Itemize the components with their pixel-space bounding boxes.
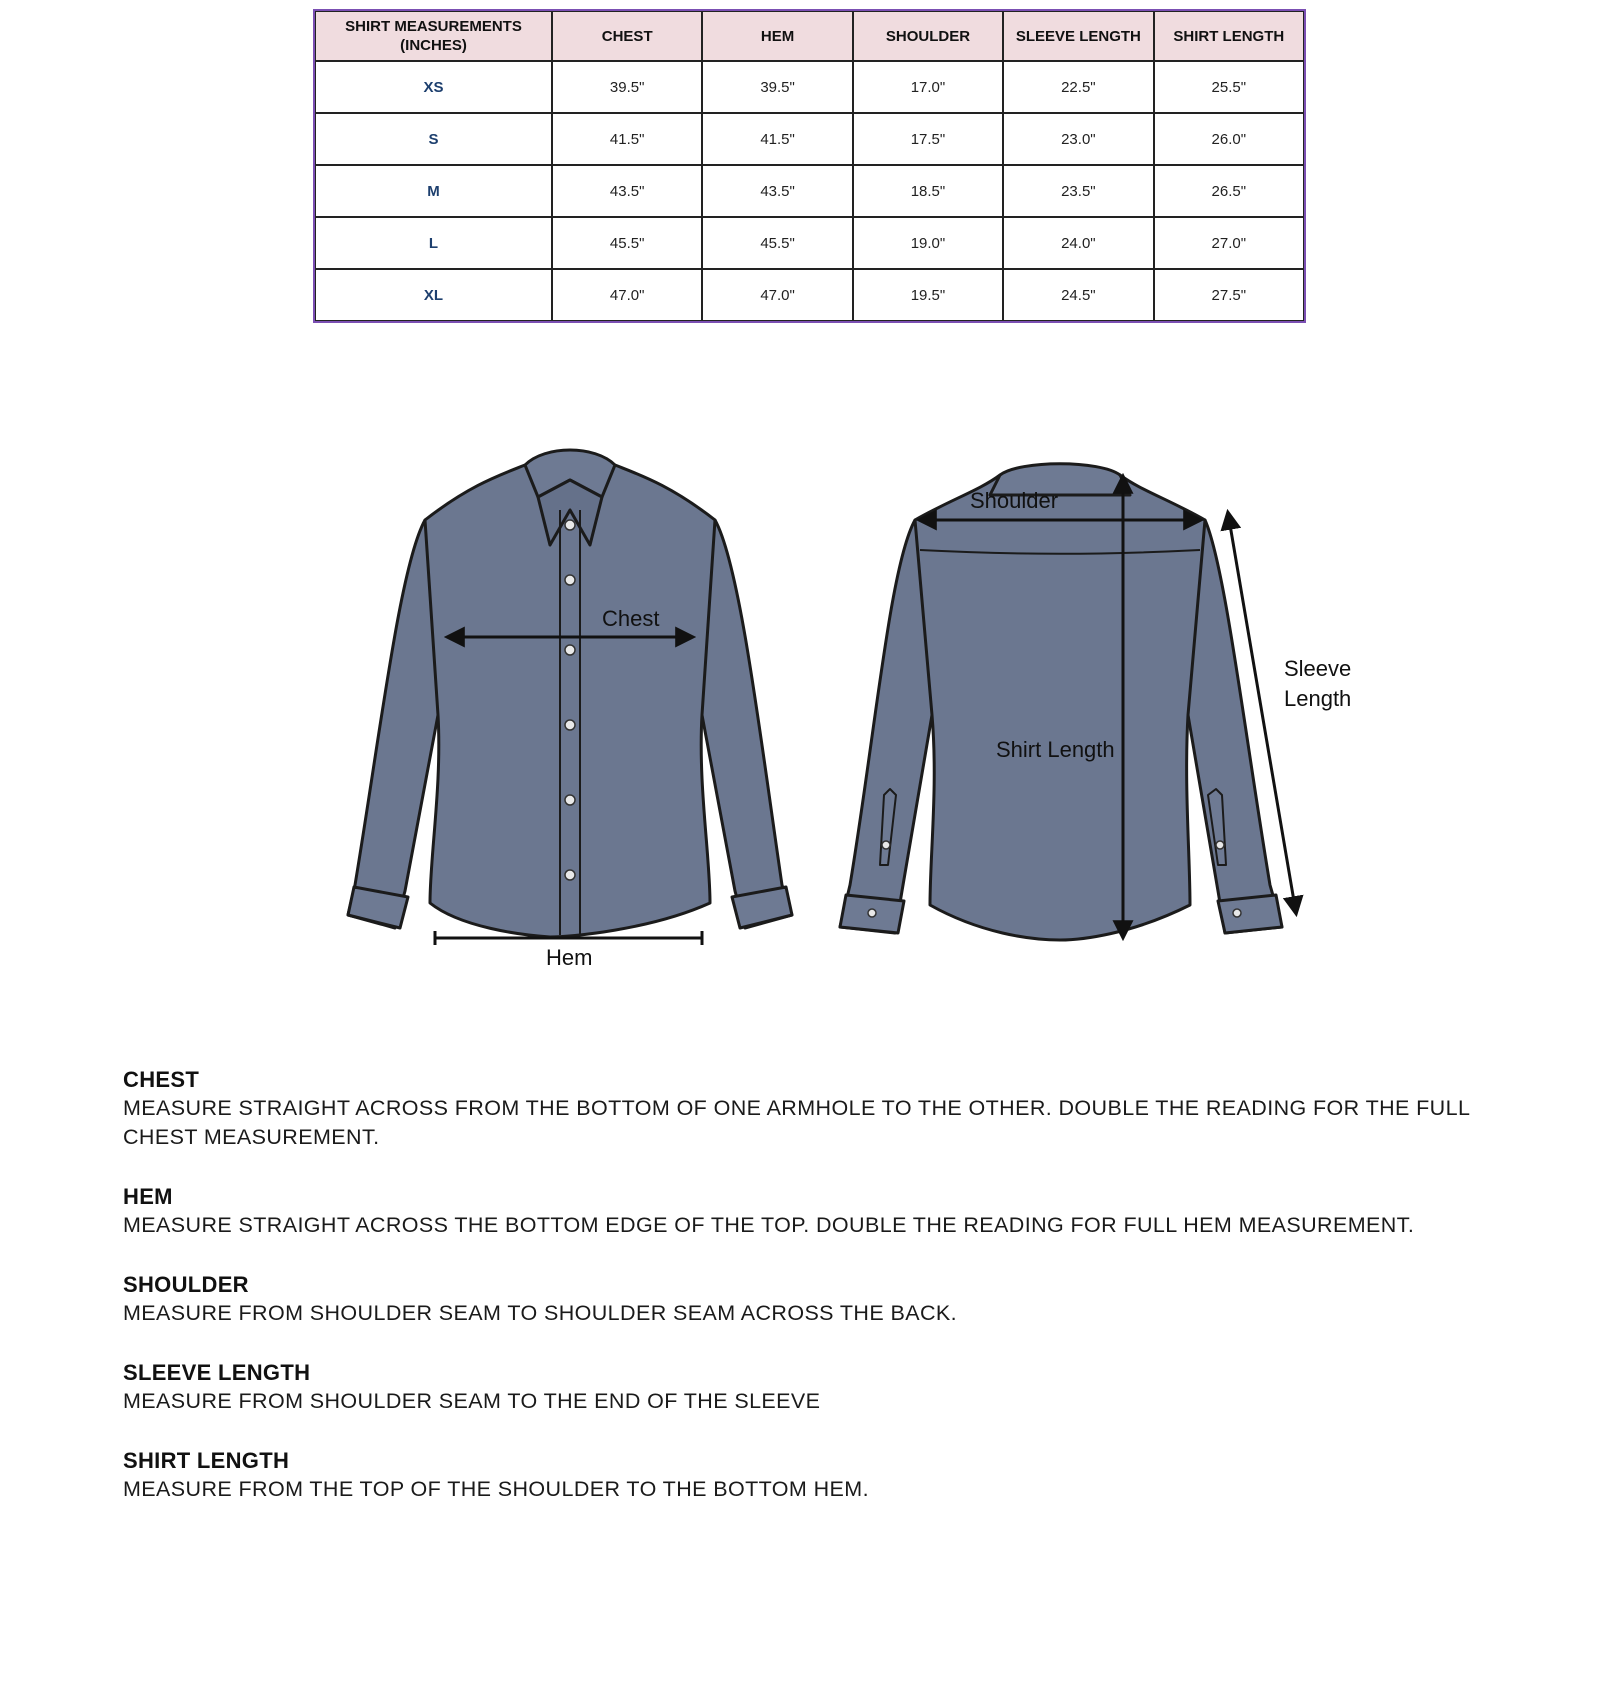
table-cell: 43.5" (552, 165, 702, 217)
table-cell: 41.5" (552, 113, 702, 165)
measuring-instructions (123, 1066, 1523, 1535)
table-cell: 19.5" (853, 269, 1003, 321)
size-chart-table (314, 10, 1305, 322)
header-shoulder: SHOULDER (853, 11, 1003, 61)
instruction-sleeve-length (123, 1359, 1523, 1416)
instruction-shoulder (123, 1271, 1523, 1328)
table-cell: 22.5" (1003, 61, 1153, 113)
table-cell: 27.5" (1154, 269, 1304, 321)
table-cell: 17.0" (853, 61, 1003, 113)
table-cell: 18.5" (853, 165, 1003, 217)
table-cell: 24.5" (1003, 269, 1153, 321)
instruction-heading: CHEST (123, 1067, 200, 1092)
sleeve-length-label-line1: Sleeve (1284, 656, 1352, 681)
table-row (315, 269, 1304, 321)
shirt-diagram (320, 405, 1352, 985)
size-label: L (315, 217, 552, 269)
instruction-text: MEASURE STRAIGHT ACROSS FROM THE BOTTOM OF ONE ARMHOLE TO THE OTHER. DOUBLE THE READING FOR THE FULL CHEST MEASUREMENT. (123, 1096, 1470, 1149)
table-row (315, 165, 1304, 217)
table-cell: 26.5" (1154, 165, 1304, 217)
table-cell: 43.5" (702, 165, 852, 217)
instruction-text: MEASURE FROM SHOULDER SEAM TO SHOULDER SEAM ACROSS THE BACK. (123, 1301, 957, 1325)
shirt-length-label: Shirt Length (996, 737, 1115, 762)
table-cell: 41.5" (702, 113, 852, 165)
table-cell: 47.0" (702, 269, 852, 321)
table-cell: 24.0" (1003, 217, 1153, 269)
instruction-chest (123, 1066, 1523, 1152)
table-row (315, 217, 1304, 269)
table-cell: 19.0" (853, 217, 1003, 269)
instruction-heading: SLEEVE LENGTH (123, 1360, 311, 1385)
table-cell: 45.5" (552, 217, 702, 269)
table-cell: 39.5" (552, 61, 702, 113)
size-label: XS (315, 61, 552, 113)
shirt-back-drawing (840, 464, 1282, 940)
table-cell: 23.5" (1003, 165, 1153, 217)
instruction-shirt-length (123, 1447, 1523, 1504)
header-chest: CHEST (552, 11, 702, 61)
table-cell: 26.0" (1154, 113, 1304, 165)
instruction-text: MEASURE FROM THE TOP OF THE SHOULDER TO THE BOTTOM HEM. (123, 1477, 869, 1501)
header-shirt-length: SHIRT LENGTH (1154, 11, 1304, 61)
table-cell: 47.0" (552, 269, 702, 321)
chest-label: Chest (602, 606, 660, 631)
shirt-measurement-illustration (320, 405, 1352, 985)
table-row (315, 113, 1304, 165)
instruction-hem (123, 1183, 1523, 1240)
table-cell: 25.5" (1154, 61, 1304, 113)
shoulder-label: Shoulder (970, 488, 1059, 513)
instruction-heading: HEM (123, 1184, 173, 1209)
sleeve-length-label-line2: Length (1284, 686, 1352, 711)
table-cell: 39.5" (702, 61, 852, 113)
hem-label: Hem (546, 945, 593, 970)
table-header-row (315, 11, 1304, 61)
size-label: M (315, 165, 552, 217)
instruction-text: MEASURE FROM SHOULDER SEAM TO THE END OF THE SLEEVE (123, 1389, 821, 1413)
size-label: XL (315, 269, 552, 321)
table-row (315, 61, 1304, 113)
table-cell: 45.5" (702, 217, 852, 269)
instruction-heading: SHOULDER (123, 1272, 249, 1297)
size-label: S (315, 113, 552, 165)
header-measurements: SHIRT MEASUREMENTS (INCHES) (315, 11, 552, 61)
table-cell: 23.0" (1003, 113, 1153, 165)
instruction-text: MEASURE STRAIGHT ACROSS THE BOTTOM EDGE OF THE TOP. DOUBLE THE READING FOR FULL HEM MEASUREMENT. (123, 1213, 1415, 1237)
header-hem: HEM (702, 11, 852, 61)
instruction-heading: SHIRT LENGTH (123, 1448, 290, 1473)
table-cell: 27.0" (1154, 217, 1304, 269)
header-sleeve-length: SLEEVE LENGTH (1003, 11, 1153, 61)
table-cell: 17.5" (853, 113, 1003, 165)
